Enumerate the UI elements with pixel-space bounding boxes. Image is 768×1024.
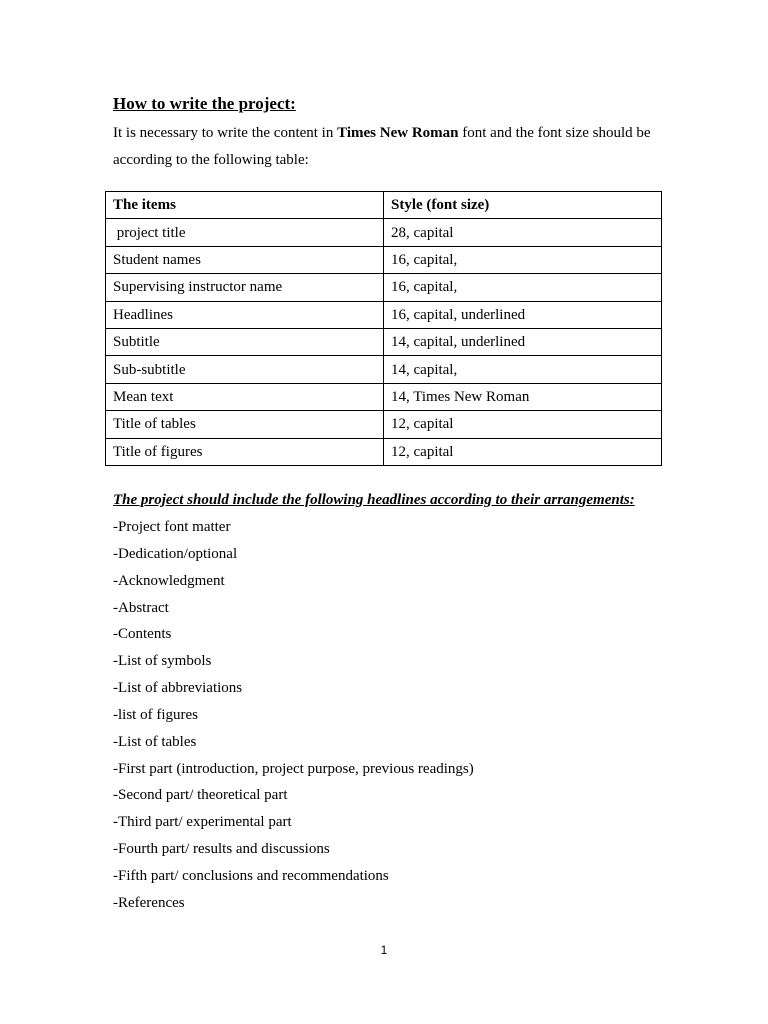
page-number: 1 [380,943,388,957]
intro-text-before: It is necessary to write the content in [113,125,338,141]
list-item: -Dedication/optional [113,545,238,562]
list-item: -References [113,894,185,911]
page-heading: How to write the project: [113,94,296,113]
list-item: -list of figures [113,706,198,723]
table-row [106,274,662,301]
table-cell-style: 16, capital, [384,274,662,301]
table-row [106,219,662,246]
table-row [106,438,662,465]
table-cell-style: 12, capital [384,411,662,438]
table-cell-item: project title [106,219,384,246]
table-header-style: Style (font size) [384,192,662,219]
list-item: -Acknowledgment [113,572,225,589]
list-item: -List of symbols [113,653,212,670]
table-cell-style: 14, Times New Roman [384,383,662,410]
table-row [106,328,662,355]
table-cell-style: 12, capital [384,438,662,465]
table-cell-style: 16, capital, underlined [384,301,662,328]
list-item: -Second part/ theoretical part [113,787,288,804]
table-cell-item: Supervising instructor name [106,274,384,301]
intro-text-after: font and the font size should be according to the following table: [113,125,651,168]
table-cell-style: 14, capital, underlined [384,328,662,355]
table-header-row [106,192,662,219]
table-cell-style: 14, capital, [384,356,662,383]
list-item: -First part (introduction, project purpose, previous readings) [113,760,474,777]
table-cell-item: Title of figures [106,438,384,465]
table-cell-item: Student names [106,246,384,273]
list-item: -Abstract [113,599,169,616]
intro-font-name: Times New Roman [337,125,459,141]
table-row [106,411,662,438]
headlines-list-title: The project should include the following headlines according to their arrangements: [113,492,635,508]
table-cell-item: Headlines [106,301,384,328]
table-row [106,301,662,328]
table-cell-style: 28, capital [384,219,662,246]
list-item: -List of tables [113,733,197,750]
table-cell-item: Subtitle [106,328,384,355]
list-item: -Project font matter [113,519,231,535]
font-style-table [105,191,662,466]
list-item: -Third part/ experimental part [113,814,292,831]
list-item: -List of abbreviations [113,680,243,697]
list-item: -Fifth part/ conclusions and recommendations [113,867,389,884]
table-row [106,356,662,383]
table-header-items: The items [106,192,384,219]
headlines-list [113,514,474,917]
table-row [106,246,662,273]
intro-paragraph [113,120,673,174]
table-cell-item: Mean text [106,383,384,410]
table-cell-item: Sub-subtitle [106,356,384,383]
table-cell-style: 16, capital, [384,246,662,273]
table-row [106,383,662,410]
list-item: -Contents [113,626,172,643]
table-cell-item: Title of tables [106,411,384,438]
list-item: -Fourth part/ results and discussions [113,841,330,858]
